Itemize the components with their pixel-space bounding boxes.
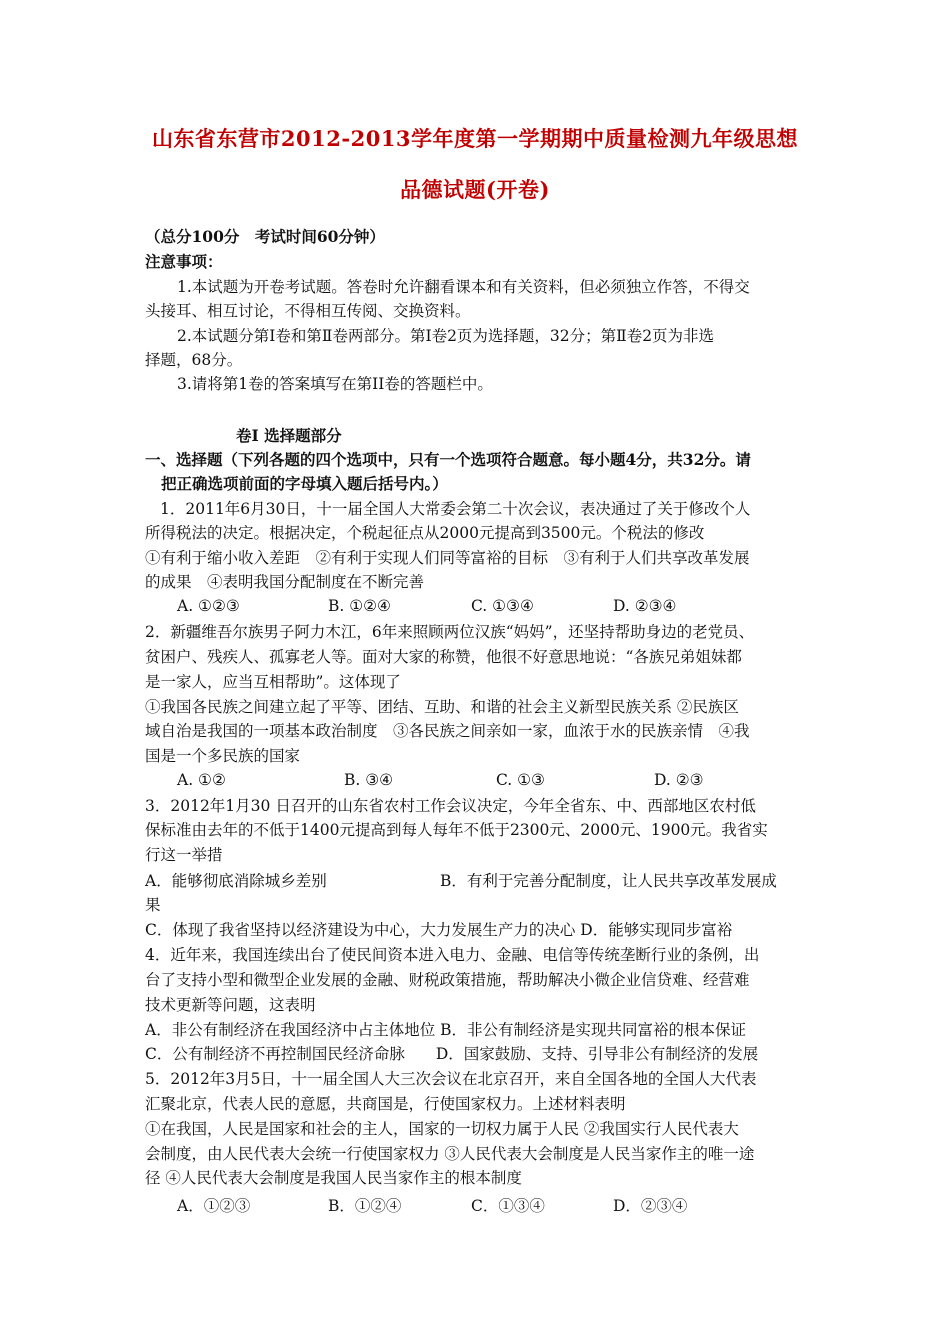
- q3-option-a: A．能够彻底消除城乡差别: [145, 872, 327, 890]
- section-heading-line-2: 把正确选项前面的字母填入题后括号内。）: [161, 474, 448, 493]
- q5-line-3: ①在我国，人民是国家和社会的主人，国家的一切权力属于人民 ②我国实行人民代表大: [145, 1120, 739, 1138]
- q4-options-c-d: C．公有制经济不再控制国民经济命脉 D．国家鼓励、支持、引导非公有制经济的发展: [145, 1045, 759, 1063]
- q4-line-3: 技术更新等问题，这表明: [145, 996, 316, 1014]
- q5-option-a: A．①②③: [177, 1197, 251, 1215]
- q1-line-4: 的成果 ④表明我国分配制度在不断完善: [145, 573, 425, 591]
- q2-option-b: B. ③④: [344, 771, 394, 789]
- q2-line-5: 域自治是我国的一项基本政治制度 ③各民族之间亲如一家，血浓于水的民族亲情 ④我: [145, 722, 750, 740]
- q5-option-b: B．①②④: [328, 1197, 402, 1215]
- q3-line-1: 3．2012年1月30 日召开的山东省农村工作会议决定，今年全省东、中、西部地区农村低: [145, 797, 756, 815]
- q4-line-2: 台了支持小型和微型企业发展的金融、财税政策措施，帮助解决小微企业信贷难、经营难: [145, 971, 750, 989]
- q3-line-2: 保标准由去年的不低于1400元提高到每人每年不低于2300元、2000元、1900元。我省实: [145, 821, 768, 839]
- q5-line-4: 会制度，由人民代表大会统一行使国家权力 ③人民代表大会制度是人民当家作主的唯一途: [145, 1145, 755, 1163]
- q4-options-a-b: A．非公有制经济在我国经济中占主体地位 B．非公有制经济是实现共同富裕的根本保证: [145, 1021, 747, 1039]
- q1-line-3: ①有利于缩小收入差距 ②有利于实现人们同等富裕的目标 ③有利于人们共享改革发展: [145, 549, 750, 567]
- q5-line-1: 5．2012年3月5日，十一届全国人大三次会议在北京召开，来自全国各地的全国人大代表: [145, 1070, 757, 1088]
- note-3: 3.请将第1卷的答案填写在第II卷的答题栏中。: [177, 375, 493, 393]
- q1-option-c: C. ①③④: [471, 597, 534, 615]
- q3-line-3: 行这一举措: [145, 846, 223, 864]
- note-2-line-1: 2.本试题分第Ⅰ卷和第Ⅱ卷两部分。第Ⅰ卷2页为选择题，32分；第Ⅱ卷2页为非选: [177, 327, 715, 345]
- q3-option-b-cont: 果: [145, 896, 161, 914]
- notes-heading: 注意事项：: [145, 252, 223, 271]
- q2-option-a: A. ①②: [177, 771, 226, 789]
- q1-option-a: A. ①②③: [177, 597, 240, 615]
- volume-title: 卷Ⅰ 选择题部分: [236, 426, 342, 445]
- q2-option-d: D. ②③: [654, 771, 704, 789]
- q3-options-c-d: C．体现了我省坚持以经济建设为中心，大力发展生产力的决心 D．能够实现同步富裕: [145, 921, 733, 939]
- exam-title-line-2: 品德试题(开卷): [400, 177, 550, 202]
- q5-option-c: C．①③④: [471, 1197, 545, 1215]
- q2-line-2: 贫困户、残疾人、孤寡老人等。面对大家的称赞，他很不好意思地说：“各族兄弟姐妹都: [145, 648, 742, 666]
- q1-line-1: 1．2011年6月30日，十一届全国人大常委会第二十次会议，表决通过了关于修改个人: [160, 500, 751, 518]
- q1-line-2: 所得税法的决定。根据决定，个税起征点从2000元提高到3500元。个税法的修改: [145, 524, 705, 542]
- q2-line-4: ①我国各民族之间建立起了平等、团结、互助、和谐的社会主义新型民族关系 ②民族区: [145, 698, 739, 716]
- note-1-line-1: 1.本试题为开卷考试题。答卷时允许翻看课本和有关资料，但必须独立作答，不得交: [177, 278, 750, 296]
- section-heading-line-1: 一、选择题（下列各题的四个选项中，只有一个选项符合题意。每小题4分，共32分。请: [145, 450, 751, 469]
- q4-line-1: 4．近年来，我国连续出台了使民间资本进入电力、金融、电信等传统垄断行业的条例，出: [145, 946, 760, 964]
- q2-line-3: 是一家人，应当互相帮助”。这体现了: [145, 673, 401, 691]
- exam-title-line-1: 山东省东营市2012-2013学年度第一学期期中质量检测九年级思想: [151, 126, 799, 151]
- note-2-line-2: 择题，68分。: [145, 351, 243, 369]
- note-1-line-2: 头接耳、相互讨论，不得相互传阅、交换资料。: [145, 302, 471, 320]
- q5-line-5: 径 ④人民代表大会制度是我国人民当家作主的根本制度: [145, 1169, 522, 1187]
- q3-option-b: B．有利于完善分配制度，让人民共享改革发展成: [440, 872, 777, 890]
- q2-option-c: C. ①③: [496, 771, 545, 789]
- q2-line-1: 2．新疆维吾尔族男子阿力木江，6年来照顾两位汉族“妈妈”，还坚持帮助身边的老党员、: [145, 623, 755, 641]
- q1-option-b: B. ①②④: [328, 597, 391, 615]
- q5-option-d: D．②③④: [613, 1197, 688, 1215]
- q2-line-6: 国是一个多民族的国家: [145, 747, 301, 765]
- q2-options: [0, 771, 950, 791]
- exam-info: （总分100分 考试时间60分钟）: [145, 227, 385, 246]
- q5-line-2: 汇聚北京，代表人民的意愿，共商国是，行使国家权力。上述材料表明: [145, 1095, 626, 1113]
- q5-options: [0, 1194, 950, 1214]
- q1-options: [0, 597, 950, 617]
- q1-option-d: D. ②③④: [613, 597, 677, 615]
